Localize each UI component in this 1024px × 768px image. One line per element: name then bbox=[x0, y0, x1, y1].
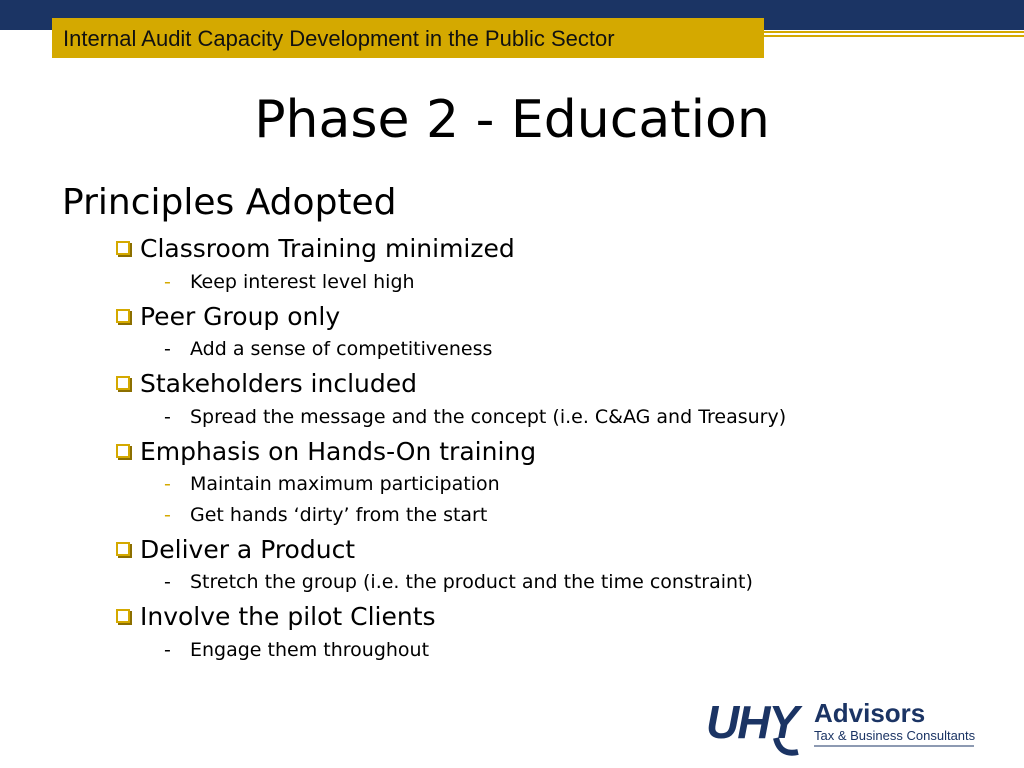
logo-tagline: Tax & Business Consultants bbox=[814, 728, 976, 743]
section-heading: Principles Adopted bbox=[62, 182, 397, 223]
sub-bullet-item bbox=[164, 404, 786, 430]
gold-accent-line bbox=[764, 31, 1024, 33]
sub-bullet-label: Spread the message and the concept (i.e. C&AG and Treasury) bbox=[190, 406, 787, 428]
bullet-label: Peer Group only bbox=[140, 301, 341, 331]
logo-graphic bbox=[706, 696, 986, 760]
dash-bullet-icon: - bbox=[164, 571, 171, 593]
sub-bullet-item bbox=[164, 569, 753, 595]
sub-bullet-item bbox=[164, 502, 487, 528]
logo-mark: UHY bbox=[706, 696, 798, 748]
header-banner bbox=[52, 18, 764, 58]
sub-bullet-label: Maintain maximum participation bbox=[190, 473, 500, 495]
dash-bullet-icon: - bbox=[164, 473, 171, 495]
sub-bullet-item bbox=[164, 269, 415, 295]
checkbox-bullet-icon bbox=[116, 609, 130, 623]
bullet-label: Emphasis on Hands-On training bbox=[140, 436, 537, 466]
checkbox-bullet-icon bbox=[116, 241, 130, 255]
uhy-advisors-logo bbox=[706, 696, 986, 760]
bullet-item bbox=[116, 599, 436, 633]
sub-bullet-item bbox=[164, 471, 500, 497]
sub-bullet-item bbox=[164, 336, 492, 362]
gold-accent-line bbox=[764, 35, 1024, 37]
sub-bullet-item bbox=[164, 637, 429, 663]
checkbox-bullet-icon bbox=[116, 542, 130, 556]
sub-bullet-label: Keep interest level high bbox=[190, 271, 415, 293]
bullet-item bbox=[116, 366, 417, 400]
bullet-item bbox=[116, 434, 536, 468]
sub-bullet-label: Engage them throughout bbox=[190, 639, 430, 661]
bullet-label: Stakeholders included bbox=[140, 368, 417, 398]
slide-title: Phase 2 - Education bbox=[254, 90, 770, 150]
dash-bullet-icon: - bbox=[164, 639, 171, 661]
dash-bullet-icon: - bbox=[164, 271, 171, 293]
logo-name: Advisors bbox=[814, 698, 926, 728]
bullet-label: Classroom Training minimized bbox=[140, 233, 515, 263]
sub-bullet-label: Get hands ‘dirty’ from the start bbox=[190, 504, 488, 526]
dash-bullet-icon: - bbox=[164, 504, 171, 526]
checkbox-bullet-icon bbox=[116, 309, 130, 323]
bullet-item bbox=[116, 231, 515, 265]
header-title: Internal Audit Capacity Development in the Public Sector bbox=[63, 26, 615, 51]
bullet-item bbox=[116, 532, 355, 566]
sub-bullet-label: Stretch the group (i.e. the product and the time constraint) bbox=[190, 571, 753, 593]
bullet-label: Deliver a Product bbox=[140, 534, 356, 564]
checkbox-bullet-icon bbox=[116, 444, 130, 458]
bullet-item bbox=[116, 299, 340, 333]
checkbox-bullet-icon bbox=[116, 376, 130, 390]
dash-bullet-icon: - bbox=[164, 338, 171, 360]
sub-bullet-label: Add a sense of competitiveness bbox=[190, 338, 493, 360]
bullet-label: Involve the pilot Clients bbox=[140, 601, 436, 631]
dash-bullet-icon: - bbox=[164, 406, 171, 428]
